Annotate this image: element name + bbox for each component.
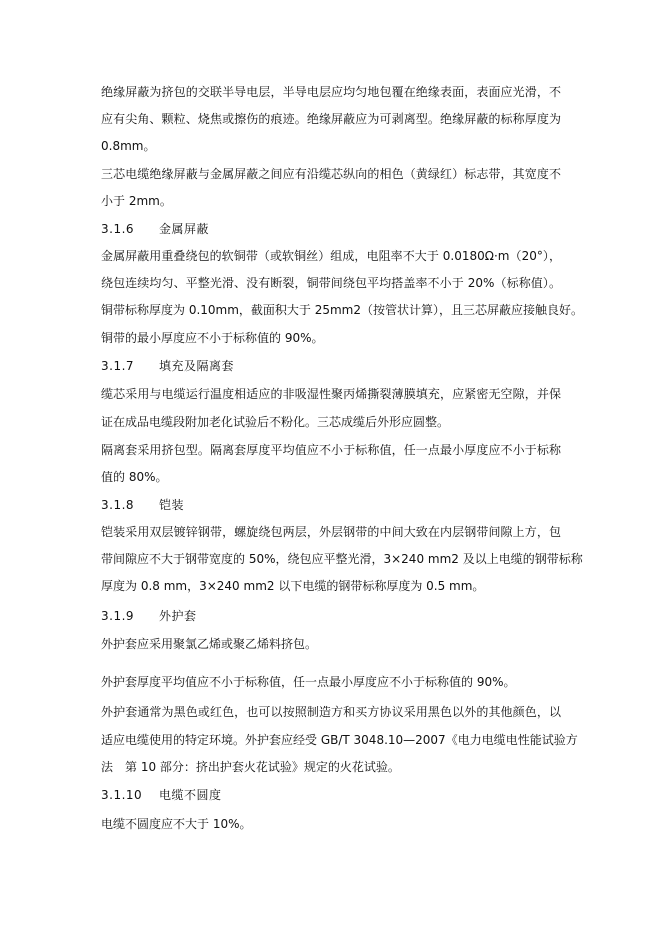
- text-line: 小于 2mm。: [101, 194, 172, 208]
- section-number: 3.1.7: [101, 359, 135, 373]
- section-heading-3-1-7: [101, 356, 561, 376]
- text-line: 铠装采用双层镀锌钢带，螺旋绕包两层，外层钢带的中间大致在内层钢带间隙上方，包: [101, 525, 561, 539]
- text-line: 外护套应采用聚氯乙烯或聚乙烯料挤包。: [101, 637, 318, 651]
- text-line: 缆芯采用与电缆运行温度相适应的非吸湿性聚丙烯撕裂薄膜填充，应紧密无空隙，并保: [101, 387, 561, 401]
- text-line: 外护套通常为黑色或红色，也可以按照制造方和买方协议采用黑色以外的其他颜色，以: [101, 705, 561, 719]
- text-line: 适应电缆使用的特定环境。外护套应经受 GB/T 3048.10—2007《电力电缆电性能试验方: [101, 733, 578, 747]
- text-line: 绝缘屏蔽为挤包的交联半导电层，半导电层应均匀地包覆在绝缘表面，表面应光滑，不: [101, 85, 561, 99]
- text-line: 隔离套采用挤包型。隔离套厚度平均值应不小于标称值，任一点最小厚度应不小于标称: [101, 443, 561, 457]
- section-number: 3.1.9: [101, 609, 135, 623]
- text-line: 值的 80%。: [101, 470, 168, 484]
- text-line: 铜带标称厚度为 0.10mm，截面积大于 25mm2（按管状计算），且三芯屏蔽应接触良好。: [101, 303, 584, 317]
- text-line: 铜带的最小厚度应不小于标称值的 90%。: [101, 331, 324, 345]
- text-line: 电缆不圆度应不大于 10%。: [101, 817, 252, 831]
- text-line: 三芯电缆绝缘屏蔽与金属屏蔽之间应有沿缆芯纵向的相色（黄绿红）标志带，其宽度不: [101, 167, 561, 181]
- text-line: 外护套厚度平均值应不小于标称值，任一点最小厚度应不小于标称值的 90%。: [101, 675, 516, 689]
- section-title: 外护套: [159, 609, 197, 623]
- section-title: 铠装: [159, 498, 185, 512]
- section-heading-3-1-10: [101, 785, 561, 805]
- text-line: 厚度为 0.8 mm，3×240 mm2 以下电缆的钢带标称厚度为 0.5 mm。: [101, 579, 485, 593]
- section-title: 电缆不圆度: [159, 788, 222, 802]
- section-heading-3-1-8: [101, 495, 561, 515]
- section-title: 填充及隔离套: [159, 359, 235, 373]
- text-line: 带间隙应不大于钢带宽度的 50%，绕包应平整光滑，3×240 mm2 及以上电缆的钢带标称: [101, 552, 583, 566]
- section-heading-3-1-6: [101, 219, 561, 239]
- text-line: 法 第 10 部分：挤出护套火花试验》规定的火花试验。: [101, 760, 400, 774]
- text-line: 0.8mm。: [101, 139, 156, 153]
- text-line: 应有尖角、颗粒、烧焦或擦伤的痕迹。绝缘屏蔽应为可剥离型。绝缘屏蔽的标称厚度为: [101, 112, 561, 126]
- section-number: 3.1.10: [101, 788, 143, 802]
- section-number: 3.1.6: [101, 222, 135, 236]
- section-number: 3.1.8: [101, 498, 135, 512]
- section-heading-3-1-9: [101, 606, 561, 626]
- text-line: 绕包连续均匀、平整光滑、没有断裂，铜带间绕包平均搭盖率不小于 20%（标称值）。: [101, 276, 561, 290]
- text-line: 证在成品电缆段附加老化试验后不粉化。三芯成缆后外形应圆整。: [101, 415, 450, 429]
- text-line: 金属屏蔽用重叠绕包的软铜带（或软铜丝）组成，电阻率不大于 0.0180Ω·m（20°），: [101, 249, 561, 263]
- section-title: 金属屏蔽: [159, 222, 210, 236]
